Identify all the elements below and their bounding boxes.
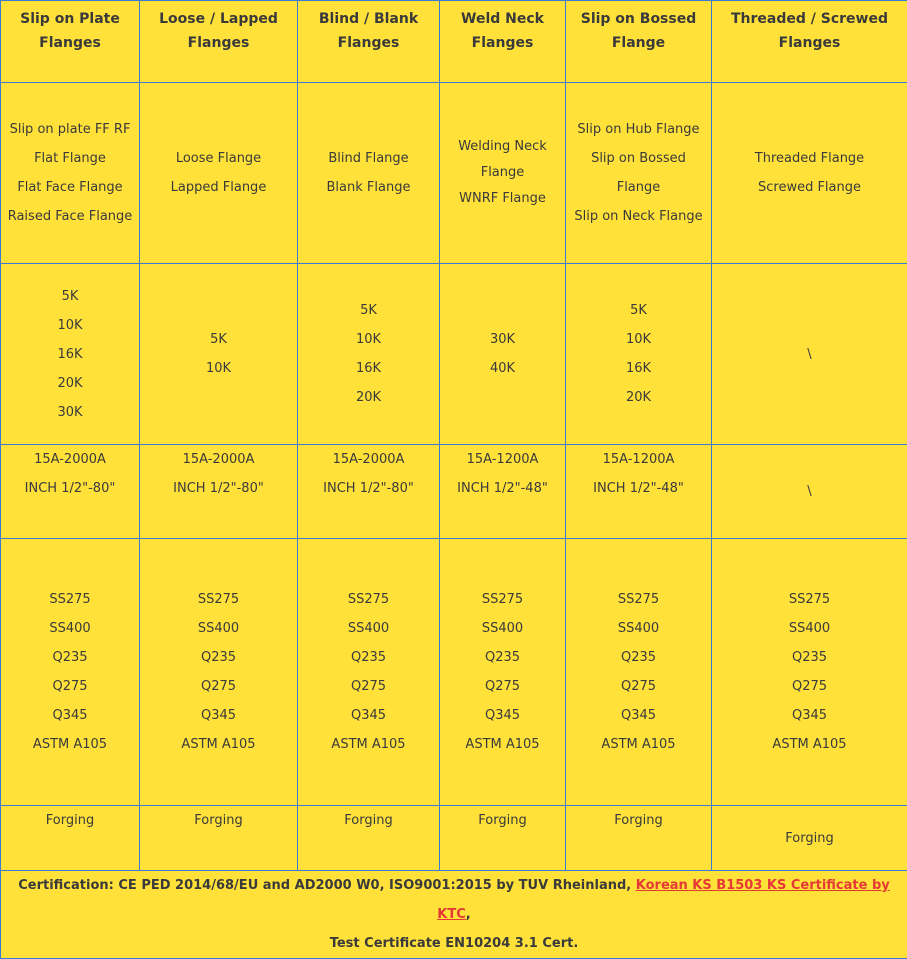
name-item: WNRF Flange xyxy=(444,186,561,212)
material-item: Q235 xyxy=(5,643,135,672)
certification-text: Certification: CE PED 2014/68/EU and AD2000 W0, ISO9001:2015 by TUV Rheinland, xyxy=(18,878,636,893)
pressure-item: 20K xyxy=(570,383,707,412)
size-cell xyxy=(440,445,566,539)
process-row xyxy=(1,806,907,871)
material-item: ASTM A105 xyxy=(444,730,561,759)
name-item: Lapped Flange xyxy=(144,173,293,202)
material-item: SS400 xyxy=(144,614,293,643)
material-item: ASTM A105 xyxy=(570,730,707,759)
pressure-cell xyxy=(440,264,566,445)
certification-cell xyxy=(1,871,907,959)
material-item: Q345 xyxy=(302,701,435,730)
process-cell: Forging xyxy=(298,806,440,871)
material-item: Q345 xyxy=(716,701,903,730)
pressure-cell xyxy=(140,264,298,445)
names-cell xyxy=(298,83,440,264)
header-row xyxy=(1,1,907,83)
pressure-item: 5K xyxy=(570,296,707,325)
size-item: INCH 1/2"-80" xyxy=(5,474,135,503)
materials-cell xyxy=(298,539,440,806)
material-item: SS275 xyxy=(5,585,135,614)
pressure-item: 10K xyxy=(5,311,135,340)
material-item: ASTM A105 xyxy=(302,730,435,759)
material-item: SS275 xyxy=(444,585,561,614)
names-cell xyxy=(1,83,140,264)
pressure-item: \ xyxy=(716,340,903,369)
material-item: Q275 xyxy=(5,672,135,701)
material-item: SS400 xyxy=(444,614,561,643)
pressure-item: 10K xyxy=(570,325,707,354)
name-item: Threaded Flange xyxy=(716,144,903,173)
name-item: Blind Flange xyxy=(302,144,435,173)
name-item: Screwed Flange xyxy=(716,173,903,202)
size-cell xyxy=(1,445,140,539)
size-item: 15A-1200A xyxy=(444,445,561,474)
material-item: SS400 xyxy=(5,614,135,643)
size-row xyxy=(1,445,907,539)
pressure-cell xyxy=(1,264,140,445)
material-item: Q275 xyxy=(302,672,435,701)
material-item: SS275 xyxy=(302,585,435,614)
material-item: Q345 xyxy=(144,701,293,730)
pressure-item: 5K xyxy=(144,325,293,354)
header-threaded-screwed: Threaded / Screwed Flanges xyxy=(712,1,907,83)
name-item: Flat Flange xyxy=(5,144,135,173)
material-item: SS400 xyxy=(570,614,707,643)
materials-cell xyxy=(440,539,566,806)
material-item: Q235 xyxy=(144,643,293,672)
material-item: Q235 xyxy=(302,643,435,672)
material-item: Q345 xyxy=(444,701,561,730)
material-item: SS400 xyxy=(302,614,435,643)
size-cell xyxy=(298,445,440,539)
header-slip-on-plate: Slip on Plate Flanges xyxy=(1,1,140,83)
material-item: Q275 xyxy=(716,672,903,701)
material-item: Q235 xyxy=(444,643,561,672)
pressure-item: 40K xyxy=(444,354,561,383)
material-item: Q275 xyxy=(444,672,561,701)
process-cell: Forging xyxy=(566,806,712,871)
pressure-item: 30K xyxy=(5,398,135,427)
size-item: \ xyxy=(716,477,903,506)
materials-cell xyxy=(712,539,907,806)
material-item: Q345 xyxy=(570,701,707,730)
material-item: Q275 xyxy=(570,672,707,701)
name-item: Blank Flange xyxy=(302,173,435,202)
name-item: Slip on Hub Flange xyxy=(570,115,707,144)
pressure-item: 10K xyxy=(144,354,293,383)
material-item: Q235 xyxy=(716,643,903,672)
material-item: SS400 xyxy=(716,614,903,643)
name-item: Slip on Neck Flange xyxy=(570,202,707,231)
names-cell xyxy=(566,83,712,264)
names-cell xyxy=(440,83,566,264)
pressure-item: 5K xyxy=(5,282,135,311)
materials-row xyxy=(1,539,907,806)
names-row xyxy=(1,83,907,264)
material-item: Q345 xyxy=(5,701,135,730)
size-cell xyxy=(140,445,298,539)
material-item: SS275 xyxy=(570,585,707,614)
process-cell: Forging xyxy=(712,806,907,871)
certification-row xyxy=(1,871,907,959)
material-item: ASTM A105 xyxy=(5,730,135,759)
pressure-item: 16K xyxy=(570,354,707,383)
process-cell: Forging xyxy=(140,806,298,871)
name-item: Slip on plate FF RF xyxy=(5,115,135,144)
material-item: Q235 xyxy=(570,643,707,672)
pressure-cell xyxy=(566,264,712,445)
materials-cell xyxy=(140,539,298,806)
size-item: 15A-2000A xyxy=(302,445,435,474)
pressure-item: 20K xyxy=(5,369,135,398)
size-item: INCH 1/2"-48" xyxy=(570,474,707,503)
pressure-item: 30K xyxy=(444,325,561,354)
size-item: INCH 1/2"-80" xyxy=(144,474,293,503)
ks-certificate-link[interactable]: Korean KS B1503 KS Certificate by KTC xyxy=(437,878,889,922)
material-item: ASTM A105 xyxy=(144,730,293,759)
test-certificate-text: Test Certificate EN10204 3.1 Cert. xyxy=(330,936,579,951)
pressure-item: 20K xyxy=(302,383,435,412)
size-item: 15A-2000A xyxy=(144,445,293,474)
name-item: Welding Neck Flange xyxy=(444,134,561,186)
size-item: INCH 1/2"-48" xyxy=(444,474,561,503)
size-cell xyxy=(712,445,907,539)
material-item: SS275 xyxy=(144,585,293,614)
certification-comma: , xyxy=(466,907,471,922)
pressure-item: 16K xyxy=(302,354,435,383)
size-cell xyxy=(566,445,712,539)
pressure-row xyxy=(1,264,907,445)
name-item: Loose Flange xyxy=(144,144,293,173)
size-item: INCH 1/2"-80" xyxy=(302,474,435,503)
names-cell xyxy=(140,83,298,264)
pressure-item: 5K xyxy=(302,296,435,325)
material-item: Q275 xyxy=(144,672,293,701)
materials-cell xyxy=(1,539,140,806)
header-weld-neck: Weld Neck Flanges xyxy=(440,1,566,83)
material-item: ASTM A105 xyxy=(716,730,903,759)
header-slip-on-bossed: Slip on Bossed Flange xyxy=(566,1,712,83)
name-item: Raised Face Flange xyxy=(5,202,135,231)
pressure-item: 10K xyxy=(302,325,435,354)
process-cell: Forging xyxy=(1,806,140,871)
header-blind-blank: Blind / Blank Flanges xyxy=(298,1,440,83)
size-item: 15A-2000A xyxy=(5,445,135,474)
pressure-item: 16K xyxy=(5,340,135,369)
names-cell xyxy=(712,83,907,264)
name-item: Flat Face Flange xyxy=(5,173,135,202)
name-item: Slip on Bossed Flange xyxy=(570,144,707,202)
size-item: 15A-1200A xyxy=(570,445,707,474)
materials-cell xyxy=(566,539,712,806)
material-item: SS275 xyxy=(716,585,903,614)
process-cell: Forging xyxy=(440,806,566,871)
pressure-cell xyxy=(298,264,440,445)
header-loose-lapped: Loose / Lapped Flanges xyxy=(140,1,298,83)
pressure-cell xyxy=(712,264,907,445)
